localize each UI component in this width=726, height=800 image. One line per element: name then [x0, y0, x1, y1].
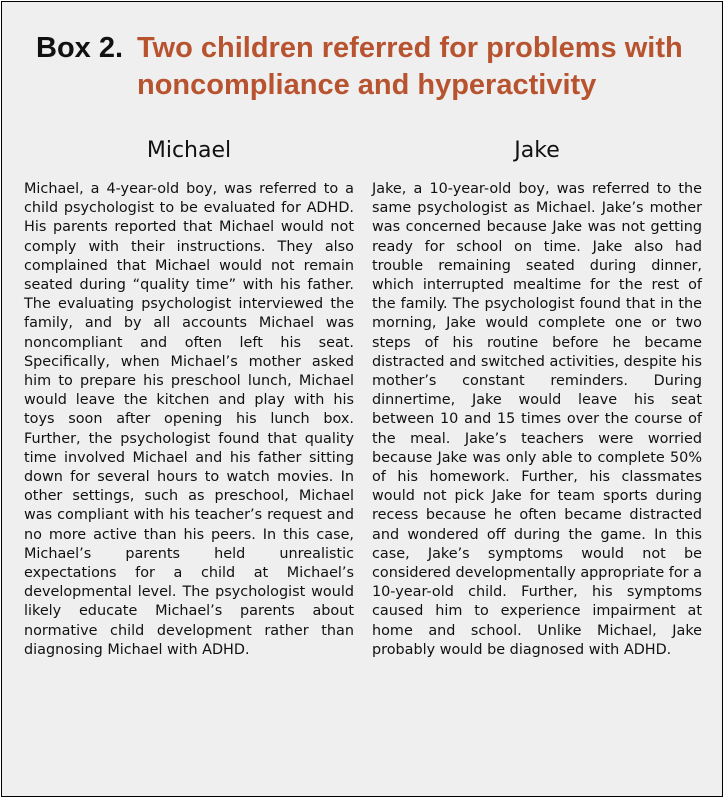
text-box	[1, 1, 723, 797]
column-heading-jake: Jake	[514, 138, 560, 163]
column-heading-michael: Michael	[146, 138, 232, 163]
box-label: Box 2.	[36, 32, 124, 64]
column-text-michael: Michael, a 4-year-old boy, was referred to a child psychologist to be evaluated for ADHD. His parents reported that Michael would not comply with their instructions. They also complained that Michael would not remain seated during “quality time” with his father. The evaluating psychologist interviewed the family, and by all accounts Michael was noncompliant and often left his seat. Specifically, when Michael’s mother asked him to prepare his preschool lunch, Michael would leave the kitchen and play with his toys soon after opening his lunch box. Further, the psychologist found that quality time involved Michael and his father sitting down for several hours to watch movies. In other settings, such as preschool, Michael was compliant with his teacher’s request and no more active than his peers. In this case, Michael’s parents held unrealistic expectations for a child at Michael’s developmental level. The psychologist would likely educate Michael’s parents about normative child development rather than diagnosing Michael with ADHD.	[24, 181, 354, 658]
column-text-jake: Jake, a 10-year-old boy, was referred to the same psychologist as Michael. Jake’s mother was concerned because Jake was not getting ready for school on time. Jake also had trouble remaining seated during dinner, which interrupted mealtime for the rest of the family. The psychologist found that in the morning, Jake would complete one or two steps of his routine before he became distracted and switched activities, despite his mother’s constant reminders. During dinnertime, Jake would leave his seat between 10 and 15 times over the course of the meal. Jake’s teachers were worried because Jake was only able to complete 50% of his homework. Further, his classmates would not pick Jake for team sports during recess because he often became distracted and wondered off during the game. In this case, Jake’s symptoms would not be considered developmentally appropriate for a 10-year-old child. Further, his symptoms caused him to experience impairment at home and school. Unlike Michael, Jake probably would be diagnosed with ADHD.	[372, 181, 702, 658]
box-heading: Two children referred for problems with noncompliance and hyperactivity	[137, 32, 683, 101]
